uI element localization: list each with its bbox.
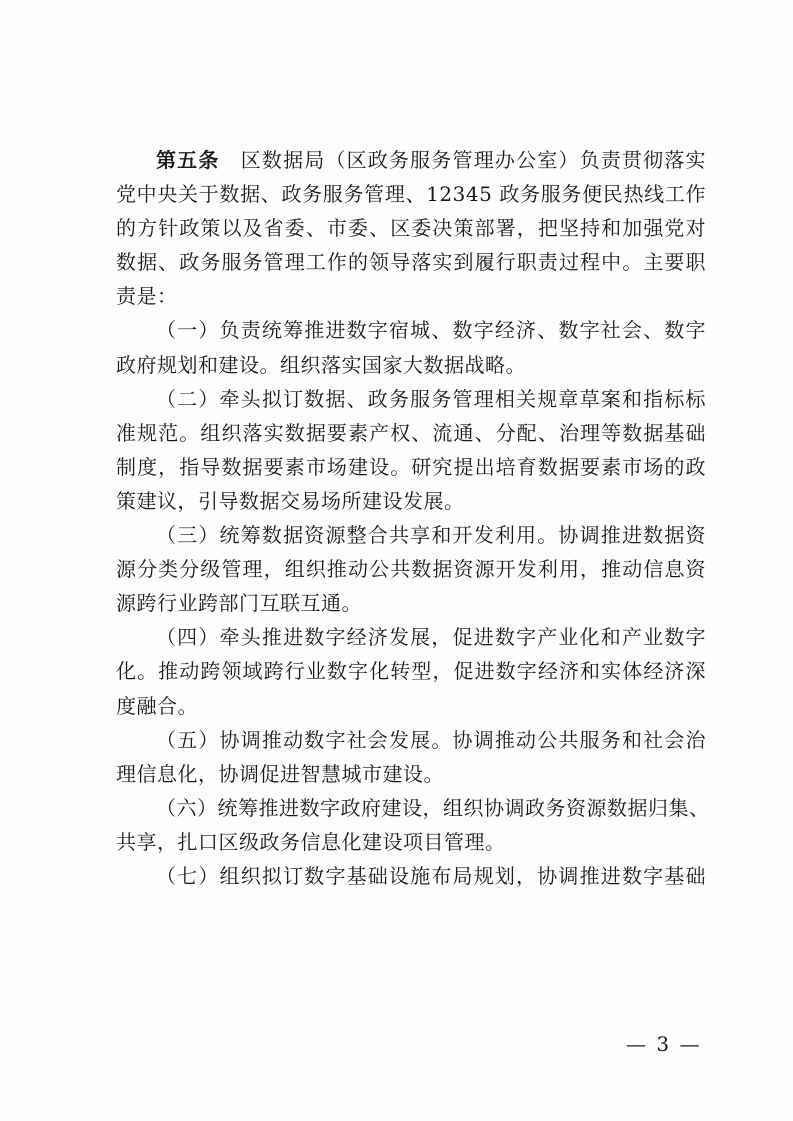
item-5-line: 理信息化，协调促进智慧城市建设。 xyxy=(116,761,444,786)
item-6-line: （六）统筹推进数字政府建设，组织协调政务资源数据归集、 xyxy=(156,795,710,820)
article-text-line: 责是： xyxy=(116,284,178,309)
item-2-line: 策建议，引导数据交易场所建设发展。 xyxy=(116,488,465,513)
item-6-line: 共享，扎口区级政务信息化建设项目管理。 xyxy=(116,829,506,854)
item-7-line: （七）组织拟订数字基础设施布局规划，协调推进数字基础 xyxy=(156,863,706,888)
article-text-line: 区数据局（区政务服务管理办公室）负责贯彻落实 xyxy=(240,148,707,172)
item-2-line: 制度，指导数据要素市场建设。研究提出培育数据要素市场的政 xyxy=(116,454,706,479)
item-4-line: 度融合。 xyxy=(116,693,198,718)
article-text-line: 数据、政务服务管理工作的领导落实到履行职责过程中。主要职 xyxy=(116,250,706,275)
item-2-line: （二）牵头拟订数据、政务服务管理相关规章草案和指标标 xyxy=(156,386,706,411)
document-body xyxy=(116,143,710,893)
article-heading: 第五条 xyxy=(156,148,220,172)
item-4-line: 化。推动跨领域跨行业数字化转型，促进数字经济和实体经济深 xyxy=(116,659,706,684)
item-3-line: 源分类分级管理，组织推动公共数据资源开发利用，推动信息资 xyxy=(116,557,706,582)
article-text-line: 的方针政策以及省委、市委、区委决策部署，把坚持和加强党对 xyxy=(116,216,706,241)
item-5-line: （五）协调推动数字社会发展。协调推动公共服务和社会治 xyxy=(156,727,706,752)
article-text-line: 党中央关于数据、政务服务管理、12345 政务服务便民热线工作 xyxy=(116,182,706,207)
item-3-line: （三）统筹数据资源整合共享和开发利用。协调推进数据资 xyxy=(156,523,706,548)
item-3-line: 源跨行业跨部门互联互通。 xyxy=(116,591,362,616)
page-number: — 3 — xyxy=(626,1032,702,1056)
article-first-line xyxy=(116,143,706,177)
item-2-line: 准规范。组织落实数据要素产权、流通、分配、治理等数据基础 xyxy=(116,420,706,445)
item-1-line: （一）负责统筹推进数字宿城、数字经济、数字社会、数字 xyxy=(156,318,706,343)
item-1-line: 政府规划和建设。组织落实国家大数据战略。 xyxy=(116,352,526,377)
item-4-line: （四）牵头推进数字经济发展，促进数字产业化和产业数字 xyxy=(156,625,706,650)
